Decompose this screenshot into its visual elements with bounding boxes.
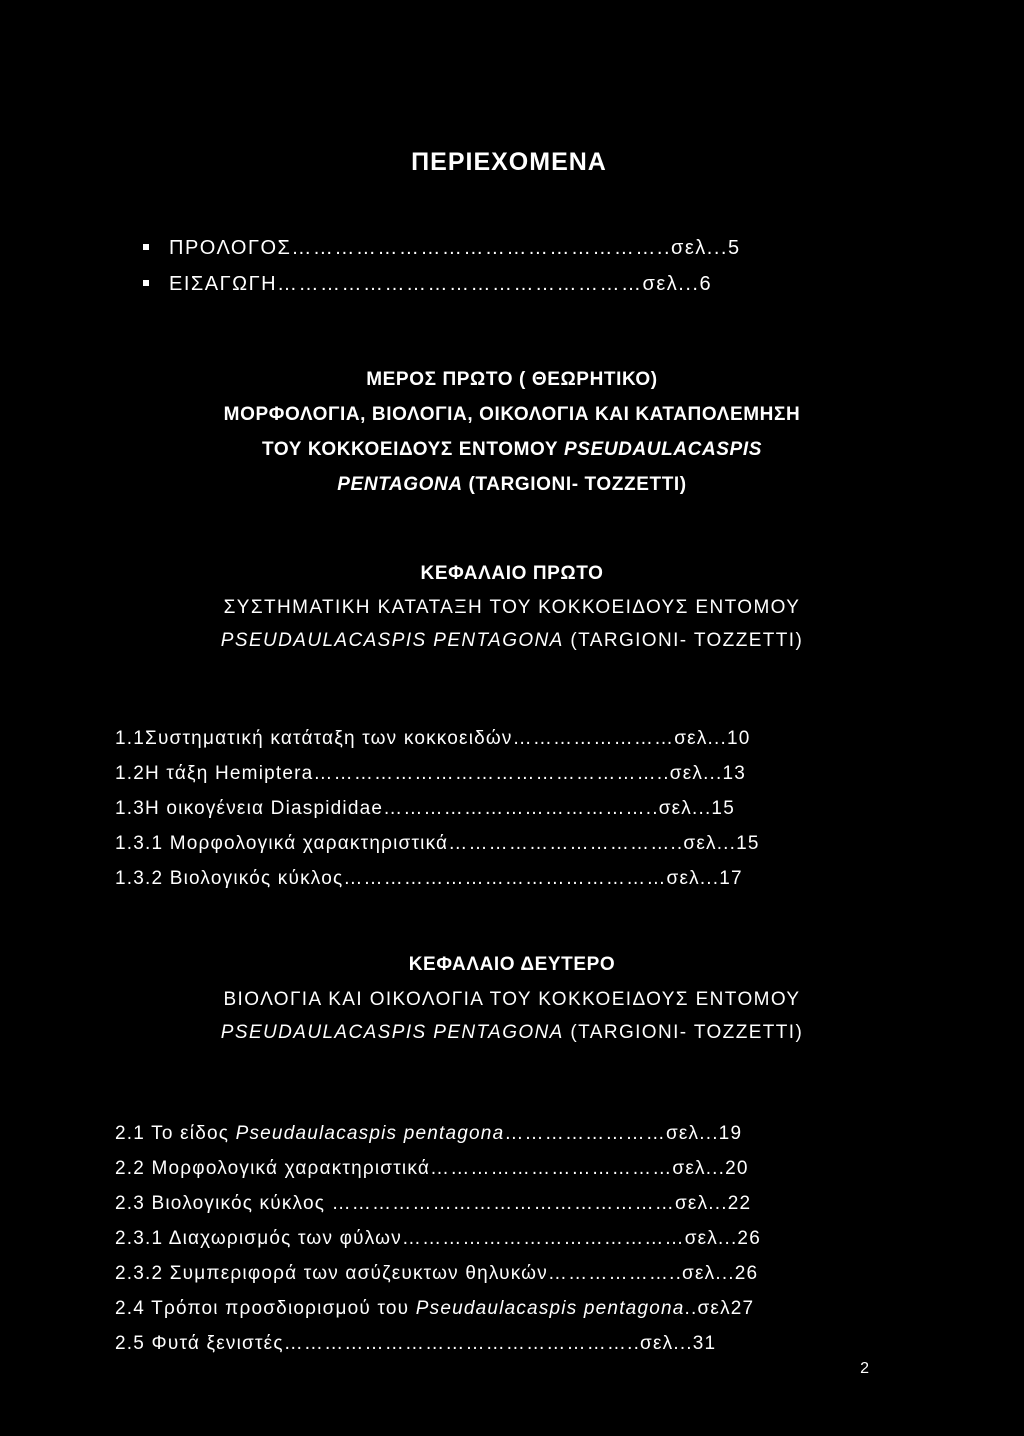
toc-entry[interactable]: 2.3 Βιολογικός κύκλος ……………………………………………σελ...22 <box>115 1193 752 1214</box>
part-subtitle-line: PENTAGONA (TARGIONI- TOZZETTI) <box>337 474 687 495</box>
part-subtitle-line: ΤΟΥ ΚΟΚΚΟΕΙΔΟΥΣ ΕΝΤΟΜΟΥ PSEUDAULACASPIS <box>262 439 762 460</box>
toc-entry[interactable]: 2.1 Το είδος Pseudaulacaspis pentagona……………………σελ...19 <box>115 1123 743 1144</box>
part-subtitle-line: ΜΟΡΦΟΛΟΓΙΑ, ΒΙΟΛΟΓΙΑ, ΟΙΚΟΛΟΓΙΑ ΚΑΙ ΚΑΤΑΠΟΛΕΜΗΣΗ <box>223 404 801 425</box>
chapter-1-subtitle: ΣΥΣΤΗΜΑΤΙΚΗ ΚΑΤΑΤΑΞΗ ΤΟΥ ΚΟΚΚΟΕΙΔΟΥΣ ΕΝΤΟΜΟΥ <box>223 597 801 618</box>
toc-entry-introduction[interactable]: ΕΙΣΑΓΩΓΗ……………………………………………σελ...6 <box>143 272 712 296</box>
toc-entry[interactable]: 2.4 Τρόποι προσδιορισμού του Pseudaulacaspis pentagona..σελ27 <box>115 1298 755 1319</box>
chapter-2-heading: ΚΕΦΑΛΑΙΟ ΔΕΥΤΕΡΟ <box>408 954 616 975</box>
toc-entry-prologue[interactable]: ΠΡΟΛΟΓΟΣ……………………………………………..σελ...5 <box>143 236 741 260</box>
toc-entry[interactable]: 1.3Η οικογένεια Diaspididae…………………………………..σελ...15 <box>115 798 735 819</box>
chapter-2-subtitle: ΒΙΟΛΟΓΙΑ ΚΑΙ ΟΙΚΟΛΟΓΙΑ ΤΟΥ ΚΟΚΚΟΕΙΔΟΥΣ ΕΝΤΟΜΟΥ <box>223 989 801 1010</box>
toc-entry[interactable]: 1.3.1 Μορφολογικά χαρακτηριστικά……………………………..σελ...15 <box>115 833 760 854</box>
toc-entry[interactable]: 1.2Η τάξη Hemiptera……………………………………………..σελ...13 <box>115 763 747 784</box>
chapter-2-subtitle: PSEUDAULACASPIS PENTAGONA (TARGIONI- TOZZETTI) <box>220 1022 804 1043</box>
bullet-icon <box>143 244 149 250</box>
bullet-icon <box>143 280 149 286</box>
toc-entry[interactable]: 2.3.1 Διαχωρισμός των φύλων……………………………………σελ...26 <box>115 1228 761 1249</box>
toc-entry[interactable]: 2.5 Φυτά ξενιστές……………………………………………..σελ...31 <box>115 1333 717 1354</box>
page-number: 2 <box>860 1360 869 1377</box>
chapter-1-subtitle: PSEUDAULACASPIS PENTAGONA (TARGIONI- TOZZETTI) <box>220 630 804 651</box>
chapter-1-heading: ΚΕΦΑΛΑΙΟ ΠΡΩΤΟ <box>420 563 604 584</box>
toc-entry[interactable]: 1.3.2 Βιολογικός κύκλος…………………………………………σελ...17 <box>115 868 743 889</box>
toc-entry[interactable]: 2.2 Μορφολογικά χαρακτηριστικά………………………………σελ...20 <box>115 1158 749 1179</box>
part-heading: ΜΕΡΟΣ ΠΡΩΤΟ ( ΘΕΩΡΗΤΙΚΟ) <box>366 369 658 390</box>
page-title: ΠΕΡΙΕΧΟΜΕΝΑ <box>411 148 607 176</box>
toc-entry[interactable]: 1.1Συστηματική κατάταξη των κοκκοειδών……………………σελ...10 <box>115 728 751 749</box>
toc-entry[interactable]: 2.3.2 Συμπεριφορά των ασύζευκτων θηλυκών………………..σελ...26 <box>115 1263 759 1284</box>
